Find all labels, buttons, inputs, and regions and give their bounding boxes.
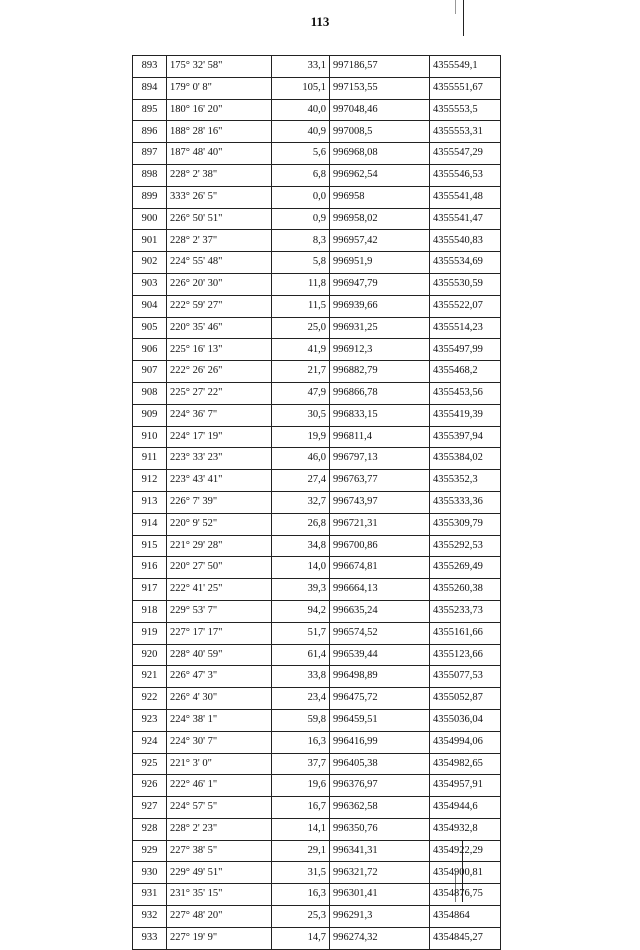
bearing-angle-cell: 226° 4' 30"	[167, 688, 272, 710]
bearing-angle-cell: 225° 16' 13"	[167, 339, 272, 361]
table-row	[133, 273, 501, 295]
distance-cell: 34,8	[272, 535, 330, 557]
table-row	[133, 884, 501, 906]
distance-cell: 11,5	[272, 295, 330, 317]
distance-cell: 33,8	[272, 666, 330, 688]
table-row	[133, 622, 501, 644]
coordinates-table	[132, 55, 501, 950]
point-number-cell: 920	[133, 644, 167, 666]
distance-cell: 30,5	[272, 404, 330, 426]
bearing-angle-cell: 227° 19' 9"	[167, 927, 272, 949]
bearing-angle-cell: 228° 2' 37"	[167, 230, 272, 252]
y-coordinate-cell: 4355419,39	[430, 404, 501, 426]
y-coordinate-cell: 4355161,66	[430, 622, 501, 644]
x-coordinate-cell: 996574,52	[330, 622, 430, 644]
bearing-angle-cell: 224° 57' 5"	[167, 797, 272, 819]
bearing-angle-cell: 227° 38' 5"	[167, 840, 272, 862]
y-coordinate-cell: 4355333,36	[430, 491, 501, 513]
distance-cell: 29,1	[272, 840, 330, 862]
point-number-cell: 906	[133, 339, 167, 361]
table-row	[133, 644, 501, 666]
bearing-angle-cell: 229° 49' 51"	[167, 862, 272, 884]
table-row	[133, 840, 501, 862]
table-row	[133, 295, 501, 317]
point-number-cell: 913	[133, 491, 167, 513]
table-row	[133, 797, 501, 819]
x-coordinate-cell: 996743,97	[330, 491, 430, 513]
x-coordinate-cell: 996362,58	[330, 797, 430, 819]
y-coordinate-cell: 4354932,8	[430, 818, 501, 840]
point-number-cell: 894	[133, 77, 167, 99]
y-coordinate-cell: 4355269,49	[430, 557, 501, 579]
x-coordinate-cell: 996866,78	[330, 382, 430, 404]
x-coordinate-cell: 996321,72	[330, 862, 430, 884]
x-coordinate-cell: 996931,25	[330, 317, 430, 339]
point-number-cell: 914	[133, 513, 167, 535]
point-number-cell: 932	[133, 906, 167, 928]
table-row	[133, 491, 501, 513]
y-coordinate-cell: 4354876,75	[430, 884, 501, 906]
bearing-angle-cell: 224° 38' 1"	[167, 709, 272, 731]
table-row	[133, 731, 501, 753]
y-coordinate-cell: 4355036,04	[430, 709, 501, 731]
point-number-cell: 908	[133, 382, 167, 404]
y-coordinate-cell: 4354957,91	[430, 775, 501, 797]
x-coordinate-cell: 996962,54	[330, 164, 430, 186]
distance-cell: 32,7	[272, 491, 330, 513]
bearing-angle-cell: 226° 20' 30"	[167, 273, 272, 295]
table-row	[133, 535, 501, 557]
point-number-cell: 899	[133, 186, 167, 208]
table-row	[133, 99, 501, 121]
bearing-angle-cell: 179° 0' 8"	[167, 77, 272, 99]
distance-cell: 14,0	[272, 557, 330, 579]
distance-cell: 40,9	[272, 121, 330, 143]
y-coordinate-cell: 4355514,23	[430, 317, 501, 339]
bearing-angle-cell: 224° 17' 19"	[167, 426, 272, 448]
bearing-angle-cell: 333° 26' 5"	[167, 186, 272, 208]
distance-cell: 8,3	[272, 230, 330, 252]
bearing-angle-cell: 228° 2' 23"	[167, 818, 272, 840]
x-coordinate-cell: 997153,55	[330, 77, 430, 99]
x-coordinate-cell: 996405,38	[330, 753, 430, 775]
bearing-angle-cell: 222° 59' 27"	[167, 295, 272, 317]
y-coordinate-cell: 4355123,66	[430, 644, 501, 666]
bearing-angle-cell: 226° 50' 51"	[167, 208, 272, 230]
point-number-cell: 902	[133, 252, 167, 274]
point-number-cell: 903	[133, 273, 167, 295]
point-number-cell: 929	[133, 840, 167, 862]
x-coordinate-cell: 996811,4	[330, 426, 430, 448]
distance-cell: 0,9	[272, 208, 330, 230]
x-coordinate-cell: 996968,08	[330, 143, 430, 165]
point-number-cell: 893	[133, 56, 167, 78]
point-number-cell: 919	[133, 622, 167, 644]
table-row	[133, 709, 501, 731]
y-coordinate-cell: 4355530,59	[430, 273, 501, 295]
point-number-cell: 928	[133, 818, 167, 840]
table-row	[133, 339, 501, 361]
table-row	[133, 252, 501, 274]
bearing-angle-cell: 224° 36' 7"	[167, 404, 272, 426]
y-coordinate-cell: 4355384,02	[430, 448, 501, 470]
point-number-cell: 910	[133, 426, 167, 448]
scan-artifact-top	[463, 0, 464, 36]
distance-cell: 39,3	[272, 579, 330, 601]
distance-cell: 5,6	[272, 143, 330, 165]
point-number-cell: 911	[133, 448, 167, 470]
y-coordinate-cell: 4355547,29	[430, 143, 501, 165]
point-number-cell: 916	[133, 557, 167, 579]
bearing-angle-cell: 224° 30' 7"	[167, 731, 272, 753]
y-coordinate-cell: 4354982,65	[430, 753, 501, 775]
distance-cell: 31,5	[272, 862, 330, 884]
x-coordinate-cell: 996539,44	[330, 644, 430, 666]
distance-cell: 21,7	[272, 361, 330, 383]
bearing-angle-cell: 220° 35' 46"	[167, 317, 272, 339]
bearing-angle-cell: 228° 40' 59"	[167, 644, 272, 666]
y-coordinate-cell: 4355309,79	[430, 513, 501, 535]
table-row	[133, 579, 501, 601]
y-coordinate-cell: 4354944,6	[430, 797, 501, 819]
distance-cell: 16,3	[272, 884, 330, 906]
y-coordinate-cell: 4355534,69	[430, 252, 501, 274]
distance-cell: 11,8	[272, 273, 330, 295]
x-coordinate-cell: 996882,79	[330, 361, 430, 383]
x-coordinate-cell: 996833,15	[330, 404, 430, 426]
point-number-cell: 923	[133, 709, 167, 731]
table-row	[133, 230, 501, 252]
table-row	[133, 775, 501, 797]
scan-artifact-top-faint	[455, 0, 456, 14]
bearing-angle-cell: 227° 48' 20"	[167, 906, 272, 928]
point-number-cell: 927	[133, 797, 167, 819]
distance-cell: 61,4	[272, 644, 330, 666]
point-number-cell: 933	[133, 927, 167, 949]
y-coordinate-cell: 4355546,53	[430, 164, 501, 186]
x-coordinate-cell: 996939,66	[330, 295, 430, 317]
distance-cell: 5,8	[272, 252, 330, 274]
x-coordinate-cell: 996664,13	[330, 579, 430, 601]
table-row	[133, 186, 501, 208]
distance-cell: 14,7	[272, 927, 330, 949]
distance-cell: 25,3	[272, 906, 330, 928]
table-row	[133, 557, 501, 579]
table-row	[133, 56, 501, 78]
distance-cell: 41,9	[272, 339, 330, 361]
bearing-angle-cell: 188° 28' 16"	[167, 121, 272, 143]
page-number: 113	[310, 14, 330, 29]
distance-cell: 94,2	[272, 600, 330, 622]
y-coordinate-cell: 4355551,67	[430, 77, 501, 99]
x-coordinate-cell: 996958	[330, 186, 430, 208]
point-number-cell: 907	[133, 361, 167, 383]
bearing-angle-cell: 180° 16' 20"	[167, 99, 272, 121]
bearing-angle-cell: 223° 33' 23"	[167, 448, 272, 470]
x-coordinate-cell: 996291,3	[330, 906, 430, 928]
table-row	[133, 600, 501, 622]
bearing-angle-cell: 229° 53' 7"	[167, 600, 272, 622]
bearing-angle-cell: 222° 26' 26"	[167, 361, 272, 383]
x-coordinate-cell: 996498,89	[330, 666, 430, 688]
x-coordinate-cell: 996958,02	[330, 208, 430, 230]
bearing-angle-cell: 221° 3' 0"	[167, 753, 272, 775]
x-coordinate-cell: 996951,9	[330, 252, 430, 274]
point-number-cell: 930	[133, 862, 167, 884]
bearing-angle-cell: 227° 17' 17"	[167, 622, 272, 644]
bearing-angle-cell: 222° 41' 25"	[167, 579, 272, 601]
distance-cell: 16,7	[272, 797, 330, 819]
y-coordinate-cell: 4355541,48	[430, 186, 501, 208]
y-coordinate-cell: 4354845,27	[430, 927, 501, 949]
bearing-angle-cell: 225° 27' 22"	[167, 382, 272, 404]
distance-cell: 6,8	[272, 164, 330, 186]
distance-cell: 14,1	[272, 818, 330, 840]
distance-cell: 26,8	[272, 513, 330, 535]
distance-cell: 0,0	[272, 186, 330, 208]
x-coordinate-cell: 996674,81	[330, 557, 430, 579]
y-coordinate-cell: 4355260,38	[430, 579, 501, 601]
point-number-cell: 926	[133, 775, 167, 797]
y-coordinate-cell: 4355553,31	[430, 121, 501, 143]
distance-cell: 47,9	[272, 382, 330, 404]
bearing-angle-cell: 231° 35' 15"	[167, 884, 272, 906]
x-coordinate-cell: 996274,32	[330, 927, 430, 949]
x-coordinate-cell: 996459,51	[330, 709, 430, 731]
point-number-cell: 901	[133, 230, 167, 252]
table-row	[133, 513, 501, 535]
point-number-cell: 918	[133, 600, 167, 622]
table-row	[133, 164, 501, 186]
y-coordinate-cell: 4354864	[430, 906, 501, 928]
distance-cell: 51,7	[272, 622, 330, 644]
distance-cell: 16,3	[272, 731, 330, 753]
point-number-cell: 912	[133, 470, 167, 492]
table-row	[133, 77, 501, 99]
bearing-angle-cell: 187° 48' 40"	[167, 143, 272, 165]
distance-cell: 40,0	[272, 99, 330, 121]
x-coordinate-cell: 996635,24	[330, 600, 430, 622]
point-number-cell: 931	[133, 884, 167, 906]
y-coordinate-cell: 4355468,2	[430, 361, 501, 383]
point-number-cell: 904	[133, 295, 167, 317]
x-coordinate-cell: 996912,3	[330, 339, 430, 361]
y-coordinate-cell: 4355497,99	[430, 339, 501, 361]
table-row	[133, 666, 501, 688]
distance-cell: 25,0	[272, 317, 330, 339]
table-row	[133, 448, 501, 470]
point-number-cell: 909	[133, 404, 167, 426]
bearing-angle-cell: 220° 27' 50"	[167, 557, 272, 579]
table-row	[133, 208, 501, 230]
bearing-angle-cell: 226° 47' 3"	[167, 666, 272, 688]
y-coordinate-cell: 4355292,53	[430, 535, 501, 557]
distance-cell: 19,6	[272, 775, 330, 797]
distance-cell: 33,1	[272, 56, 330, 78]
x-coordinate-cell: 996797,13	[330, 448, 430, 470]
point-number-cell: 905	[133, 317, 167, 339]
y-coordinate-cell: 4355553,5	[430, 99, 501, 121]
y-coordinate-cell: 4355540,83	[430, 230, 501, 252]
table-row	[133, 404, 501, 426]
y-coordinate-cell: 4354922,29	[430, 840, 501, 862]
table-row	[133, 382, 501, 404]
distance-cell: 105,1	[272, 77, 330, 99]
table-row	[133, 862, 501, 884]
x-coordinate-cell: 996416,99	[330, 731, 430, 753]
table-row	[133, 143, 501, 165]
x-coordinate-cell: 996947,79	[330, 273, 430, 295]
table-row	[133, 753, 501, 775]
coordinates-table-body	[133, 56, 501, 950]
distance-cell: 19,9	[272, 426, 330, 448]
table-row	[133, 927, 501, 949]
bearing-angle-cell: 175° 32' 58"	[167, 56, 272, 78]
bearing-angle-cell: 221° 29' 28"	[167, 535, 272, 557]
table-row	[133, 121, 501, 143]
distance-cell: 46,0	[272, 448, 330, 470]
y-coordinate-cell: 4355549,1	[430, 56, 501, 78]
table-row	[133, 426, 501, 448]
x-coordinate-cell: 997186,57	[330, 56, 430, 78]
bearing-angle-cell: 226° 7' 39"	[167, 491, 272, 513]
point-number-cell: 897	[133, 143, 167, 165]
point-number-cell: 896	[133, 121, 167, 143]
y-coordinate-cell: 4354994,06	[430, 731, 501, 753]
y-coordinate-cell: 4355052,87	[430, 688, 501, 710]
y-coordinate-cell: 4355522,07	[430, 295, 501, 317]
distance-cell: 37,7	[272, 753, 330, 775]
x-coordinate-cell: 996721,31	[330, 513, 430, 535]
x-coordinate-cell: 996957,42	[330, 230, 430, 252]
table-row	[133, 361, 501, 383]
x-coordinate-cell: 997048,46	[330, 99, 430, 121]
table-row	[133, 818, 501, 840]
x-coordinate-cell: 996376,97	[330, 775, 430, 797]
point-number-cell: 925	[133, 753, 167, 775]
x-coordinate-cell: 996475,72	[330, 688, 430, 710]
distance-cell: 23,4	[272, 688, 330, 710]
bearing-angle-cell: 224° 55' 48"	[167, 252, 272, 274]
point-number-cell: 915	[133, 535, 167, 557]
bearing-angle-cell: 228° 2' 38"	[167, 164, 272, 186]
distance-cell: 27,4	[272, 470, 330, 492]
table-row	[133, 317, 501, 339]
bearing-angle-cell: 222° 46' 1"	[167, 775, 272, 797]
table-row	[133, 470, 501, 492]
point-number-cell: 921	[133, 666, 167, 688]
point-number-cell: 900	[133, 208, 167, 230]
x-coordinate-cell: 996301,41	[330, 884, 430, 906]
y-coordinate-cell: 4354900,81	[430, 862, 501, 884]
x-coordinate-cell: 996700,86	[330, 535, 430, 557]
bearing-angle-cell: 220° 9' 52"	[167, 513, 272, 535]
distance-cell: 59,8	[272, 709, 330, 731]
point-number-cell: 895	[133, 99, 167, 121]
y-coordinate-cell: 4355541,47	[430, 208, 501, 230]
y-coordinate-cell: 4355397,94	[430, 426, 501, 448]
point-number-cell: 922	[133, 688, 167, 710]
point-number-cell: 917	[133, 579, 167, 601]
table-row	[133, 906, 501, 928]
point-number-cell: 924	[133, 731, 167, 753]
x-coordinate-cell: 996350,76	[330, 818, 430, 840]
x-coordinate-cell: 997008,5	[330, 121, 430, 143]
bearing-angle-cell: 223° 43' 41"	[167, 470, 272, 492]
x-coordinate-cell: 996763,77	[330, 470, 430, 492]
point-number-cell: 898	[133, 164, 167, 186]
y-coordinate-cell: 4355352,3	[430, 470, 501, 492]
y-coordinate-cell: 4355453,56	[430, 382, 501, 404]
y-coordinate-cell: 4355077,53	[430, 666, 501, 688]
table-row	[133, 688, 501, 710]
x-coordinate-cell: 996341,31	[330, 840, 430, 862]
y-coordinate-cell: 4355233,73	[430, 600, 501, 622]
